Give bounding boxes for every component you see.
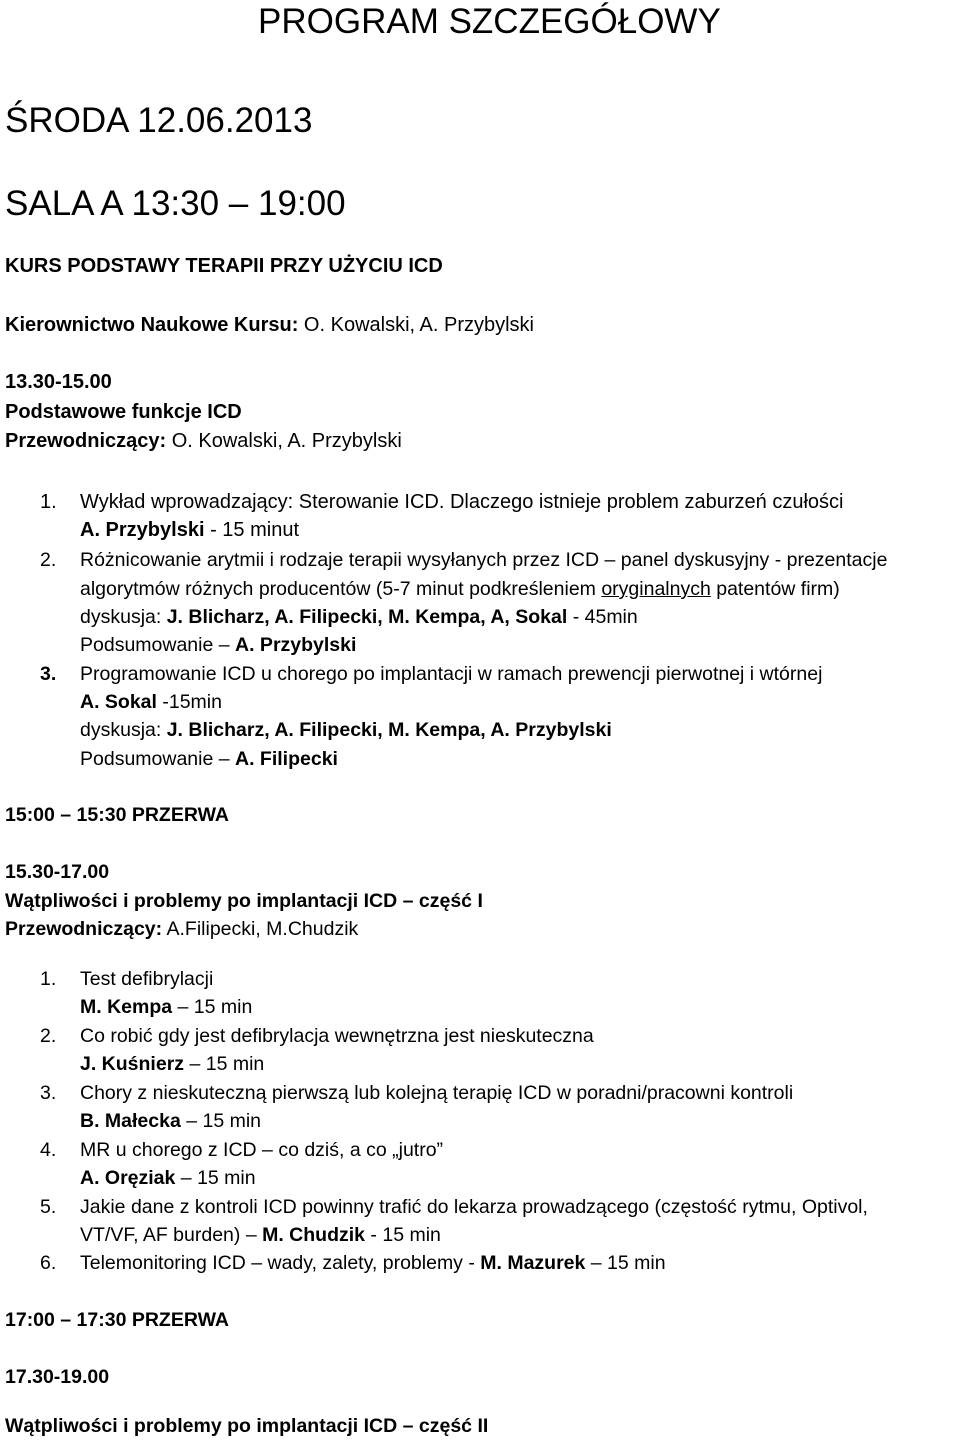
session-time: 13.30-15.00 xyxy=(5,371,112,393)
duration: – 15 min xyxy=(180,1110,262,1132)
session-time: 15.30-17.00 xyxy=(5,861,110,883)
list-item-speaker-line xyxy=(80,693,222,713)
leadership-names: O. Kowalski, A. Przybylski xyxy=(298,314,534,336)
discussion-names: J. Blicharz, A. Filipecki, M. Kempa, A. Przybylski xyxy=(166,719,612,741)
list-item-text: MR u chorego z ICD – co dziś, a co „jutro” xyxy=(80,1139,444,1161)
list-item-text xyxy=(80,1254,666,1274)
duration: - 45min xyxy=(567,606,638,628)
list-item-text: Test defibrylacji xyxy=(80,968,214,990)
list-item-speaker-line xyxy=(80,1169,256,1189)
chair-label: Przewodniczący: xyxy=(5,918,163,940)
session-chair xyxy=(5,920,358,940)
duration: - 15 minut xyxy=(204,519,299,541)
summary-label: Podsumowanie – xyxy=(80,748,236,770)
room-heading: SALA A 13:30 – 19:00 xyxy=(5,184,346,223)
session-title: Podstawowe funkcje ICD xyxy=(5,401,242,423)
list-item-number: 3. xyxy=(40,1082,57,1104)
underlined-text: oryginalnych xyxy=(601,578,711,600)
list-item-speaker-line xyxy=(80,1055,264,1075)
list-item-speaker-line xyxy=(80,520,299,540)
speaker-name: M. Chudzik xyxy=(262,1224,366,1246)
list-item-number: 2. xyxy=(40,1025,57,1047)
session-chair xyxy=(5,431,402,451)
list-item-speaker-line xyxy=(80,998,252,1018)
list-item-text: Programowanie ICD u chorego po implantacji w ramach prewencji pierwotnej i wtórnej xyxy=(80,663,823,685)
break-heading: 17:00 – 17:30 PRZERWA xyxy=(5,1309,229,1331)
summary-line xyxy=(80,636,356,656)
chair-names: O. Kowalski, A. Przybylski xyxy=(166,430,402,452)
list-item-text: Co robić gdy jest defibrylacja wewnętrzna jest nieskuteczna xyxy=(80,1025,594,1047)
list-item-speaker-line xyxy=(80,1112,261,1132)
session-title: Wątpliwości i problemy po implantacji ICD – część I xyxy=(5,890,483,912)
duration: – 15 min xyxy=(585,1252,666,1274)
list-item-number: 6. xyxy=(40,1252,57,1274)
list-item-text-continued xyxy=(80,580,840,600)
speaker-name: A. Sokal xyxy=(80,691,157,713)
list-item-number: 2. xyxy=(40,549,57,571)
session-time: 17.30-19.00 xyxy=(5,1366,110,1388)
course-title: KURS PODSTAWY TERAPII PRZY UŻYCIU ICD xyxy=(5,255,443,277)
leadership-label: Kierownictwo Naukowe Kursu: xyxy=(5,314,299,336)
session-title: Wątpliwości i problemy po implantacji ICD – część II xyxy=(5,1415,489,1437)
break-heading: 15:00 – 15:30 PRZERWA xyxy=(5,804,229,826)
page-title: PROGRAM SZCZEGÓŁOWY xyxy=(258,2,721,41)
summary-label: Podsumowanie – xyxy=(80,634,236,656)
list-item-number: 3. xyxy=(40,663,57,685)
list-item-speaker-line xyxy=(80,1226,441,1246)
speaker-name: M. Kempa xyxy=(80,996,173,1018)
speaker-name: M. Mazurek xyxy=(480,1252,586,1274)
course-leadership xyxy=(5,315,534,335)
speaker-name: A. Oręziak xyxy=(80,1167,176,1189)
discussion-line xyxy=(80,608,638,628)
text-segment: VT/VF, AF burden) – xyxy=(80,1224,263,1246)
duration: – 15 min xyxy=(175,1167,256,1189)
list-item-number: 1. xyxy=(40,968,57,990)
text-segment: patentów firm) xyxy=(710,578,840,600)
speaker-name: A. Przybylski xyxy=(80,519,205,541)
chair-names: A.Filipecki, M.Chudzik xyxy=(162,918,359,940)
list-item-text: Różnicowanie arytmii i rodzaje terapii wysyłanych przez ICD – panel dyskusyjny - prezentacje xyxy=(80,549,888,571)
summary-name: A. Filipecki xyxy=(235,748,338,770)
list-item-number: 1. xyxy=(40,491,57,513)
day-heading: ŚRODA 12.06.2013 xyxy=(5,101,313,140)
discussion-names: J. Blicharz, A. Filipecki, M. Kempa, A, Sokal xyxy=(166,606,568,628)
list-item-number: 4. xyxy=(40,1139,57,1161)
duration: - 15 min xyxy=(365,1224,441,1246)
duration: – 15 min xyxy=(172,996,253,1018)
duration: – 15 min xyxy=(184,1053,265,1075)
duration: -15min xyxy=(156,691,222,713)
summary-line xyxy=(80,750,338,770)
speaker-name: B. Małecka xyxy=(80,1110,181,1132)
discussion-line xyxy=(80,721,612,741)
list-item-text: Chory z nieskuteczną pierwszą lub kolejną terapię ICD w poradni/pracowni kontroli xyxy=(80,1082,794,1104)
chair-label: Przewodniczący: xyxy=(5,430,167,452)
discussion-label: dyskusja: xyxy=(80,719,167,741)
list-item-text: Wykład wprowadzający: Sterowanie ICD. Dlaczego istnieje problem zaburzeń czułości xyxy=(80,491,844,513)
list-item-number: 5. xyxy=(40,1196,57,1218)
speaker-name: J. Kuśnierz xyxy=(80,1053,185,1075)
summary-name: A. Przybylski xyxy=(235,634,357,656)
text-segment: algorytmów różnych producentów (5-7 minut podkreśleniem xyxy=(80,578,602,600)
text-segment: Telemonitoring ICD – wady, zalety, problemy - xyxy=(80,1252,481,1274)
list-item-text: Jakie dane z kontroli ICD powinny trafić do lekarza prowadzącego (częstość rytmu, Optivol, xyxy=(80,1196,868,1218)
discussion-label: dyskusja: xyxy=(80,606,167,628)
